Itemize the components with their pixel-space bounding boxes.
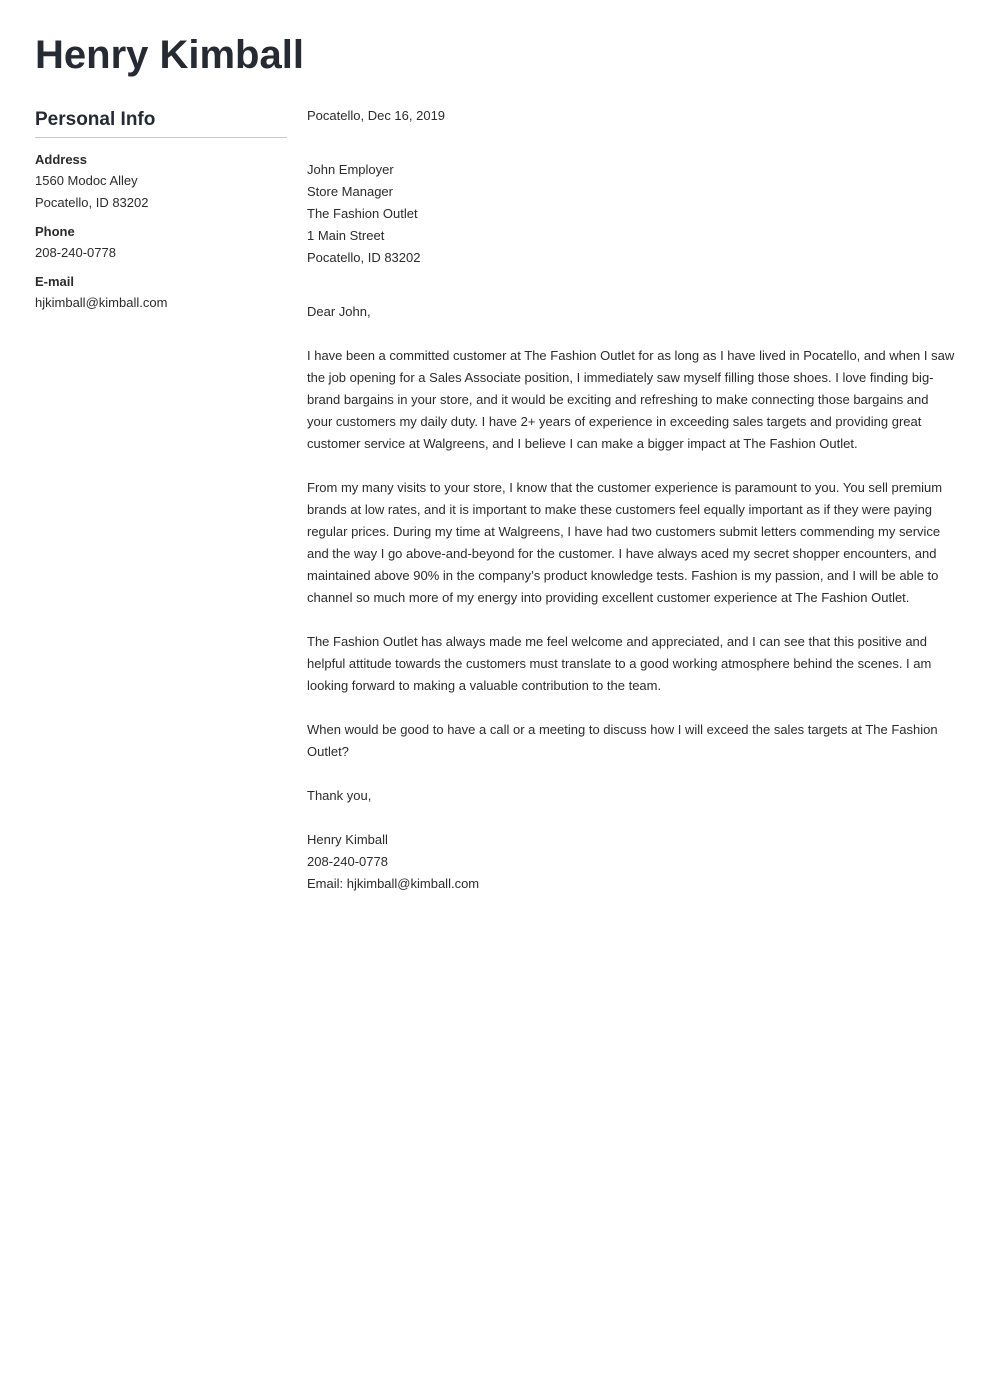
applicant-name: Henry Kimball xyxy=(35,33,304,77)
recipient-city: Pocatello, ID 83202 xyxy=(307,250,421,265)
personal-info-heading: Personal Info xyxy=(35,107,287,138)
recipient-name: John Employer xyxy=(307,162,394,177)
signature-block xyxy=(307,829,957,895)
address-line-2: Pocatello, ID 83202 xyxy=(35,195,149,210)
spacer xyxy=(307,127,957,159)
address-label: Address xyxy=(35,152,88,167)
phone-block xyxy=(35,222,287,264)
spacer xyxy=(307,269,957,301)
address-line-1: 1560 Modoc Alley xyxy=(35,173,138,188)
letter-paragraph: When would be good to have a call or a meeting to discuss how I will exceed the sales targets at The Fashion Outlet? xyxy=(307,722,938,759)
email-value: hjkimball@kimball.com xyxy=(35,295,168,310)
spacer xyxy=(307,763,957,785)
spacer xyxy=(307,323,957,345)
letter-body xyxy=(307,105,957,895)
letter-greeting: Dear John, xyxy=(307,304,371,319)
phone-label: Phone xyxy=(35,224,75,239)
letter-paragraph: From my many visits to your store, I know that the customer experience is paramount to you. You sell premium brands at low rates, and it is important to make these customers feel equally important as if they were paying regular prices. During my time at Walgreens, I have had two customers submit letters commending my service and the way I go above-and-beyond for the customer. I have always aced my secret shopper encounters, and maintained above 90% in the company’s product knowledge tests. Fashion is my passion, and I will be able to channel so much more of my energy into providing excellent customer experience at The Fashion Outlet. xyxy=(307,480,943,605)
address-block xyxy=(35,150,287,214)
phone-value: 208-240-0778 xyxy=(35,245,116,260)
email-label: E-mail xyxy=(35,274,75,289)
spacer xyxy=(307,697,957,719)
recipient-street: 1 Main Street xyxy=(307,228,385,243)
letter-closing: Thank you, xyxy=(307,788,372,803)
email-block xyxy=(35,272,287,314)
personal-info-sidebar xyxy=(35,107,287,314)
spacer xyxy=(307,609,957,631)
recipient-block xyxy=(307,159,957,269)
letter-paragraph: The Fashion Outlet has always made me feel welcome and appreciated, and I can see that this positive and helpful attitude towards the customers must translate to a good working atmosphere behind the scenes. I am looking forward to making a valuable contribution to the team. xyxy=(307,634,932,693)
spacer xyxy=(307,807,957,829)
signature-email: Email: hjkimball@kimball.com xyxy=(307,876,480,891)
letter-date: Pocatello, Dec 16, 2019 xyxy=(307,108,446,123)
signature-phone: 208-240-0778 xyxy=(307,854,388,869)
signature-name: Henry Kimball xyxy=(307,832,388,847)
recipient-title: Store Manager xyxy=(307,184,393,199)
spacer xyxy=(307,455,957,477)
recipient-company: The Fashion Outlet xyxy=(307,206,418,221)
letter-paragraph: I have been a committed customer at The Fashion Outlet for as long as I have lived in Pocatello, and when I saw the job opening for a Sales Associate position, I immediately saw myself filling those shoes. I love finding big-brand bargains in your store, and it would be exciting and refreshing to make connecting those bargains and your customers my daily duty. I have 2+ years of experience in exceeding sales targets and providing great customer service at Walgreens, and I believe I can make a bigger impact at The Fashion Outlet. xyxy=(307,348,955,451)
